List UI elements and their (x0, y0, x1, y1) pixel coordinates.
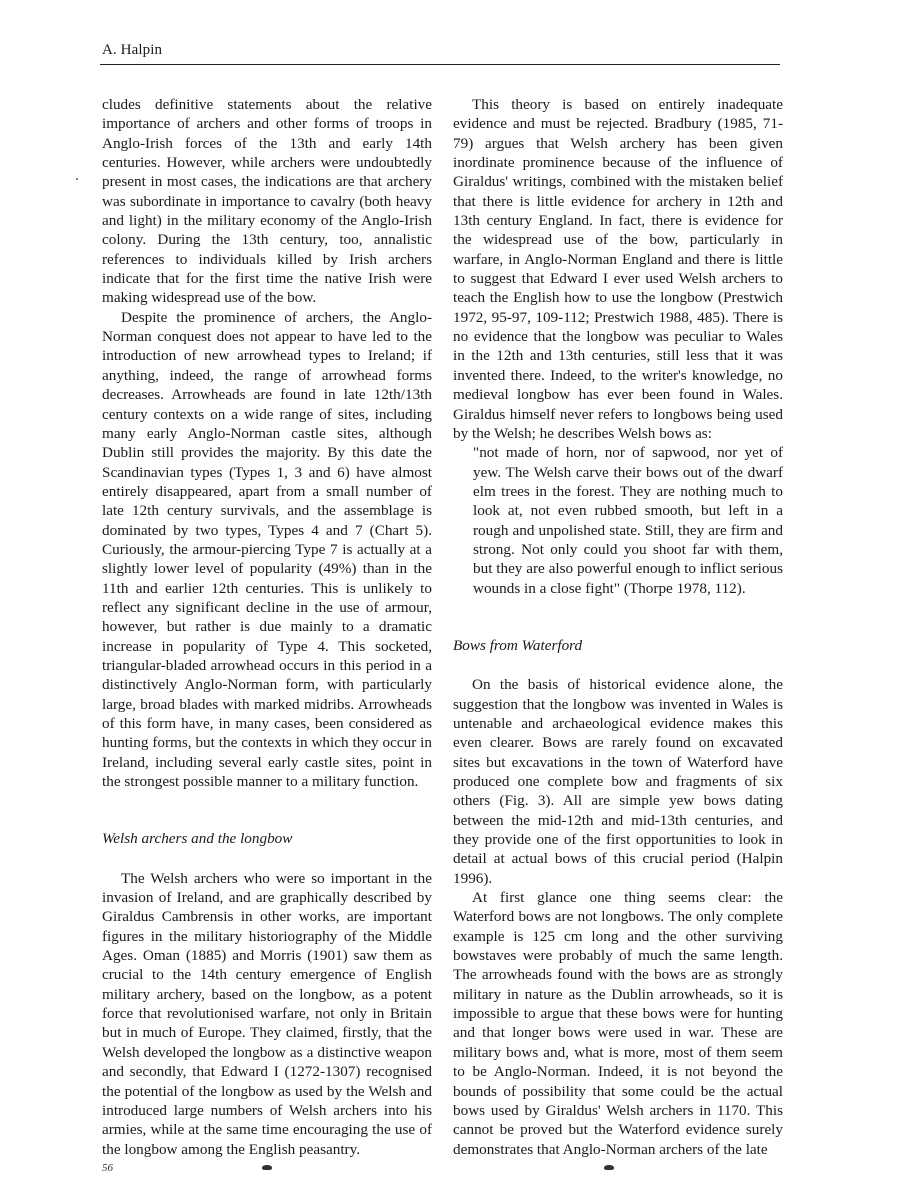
running-head-author: A. Halpin (102, 42, 163, 58)
spacer (453, 655, 783, 675)
giraldus-quotation: "not made of horn, nor of sapwood, nor yet of yew. The Welsh carve their bows out of the dwarf elm trees in the forest. They are nothing much to look at, not even rubbed smooth, but left in a rough and unpolished state. Still, they are firm and strong. Not only could you shoot far with them, but they are also powerful enough to inflict serious wounds in a close fight" (Thorpe 1978, 112). (473, 444, 783, 597)
scan-smudge (604, 1165, 614, 1170)
spacer (453, 598, 783, 636)
page-number: 56 (102, 1162, 113, 1174)
section-heading-bows-waterford: Bows from Waterford (453, 636, 583, 654)
section-heading-welsh-archers: Welsh archers and the longbow (102, 830, 293, 848)
right-column (453, 95, 783, 1159)
scan-speck (76, 178, 78, 180)
right-paragraph-2: On the basis of historical evidence alone, the suggestion that the longbow was invented in Wales is untenable and archaeological evidence makes this even clearer. Bows are rarely found on excavated sites but excavations in the town of Waterford have produced one complete bow and fragments of six others (Fig. 3). All are simple yew bows dating between the mid-12th and mid-13th centuries, and they provide one of the first opportunities to look in detail at actual bows of this crucial period (Halpin 1996). (453, 676, 783, 887)
left-paragraph-3: The Welsh archers who were so important in the invasion of Ireland, and are graphically described by Giraldus Cambrensis in other works, are important figures in the military historiography of the Middle Ages. Oman (1885) and Morris (1901) saw them as crucial to the 14th century emergence of English military archery, based on the longbow, as a potent force that revolutionised warfare, not only in Britain but in much of Europe. They claimed, firstly, that the Welsh developed the longbow as a distinctive weapon and secondly, that Edward I (1272-1307) recognised the potential of the longbow as used by the Welsh and introduced large numbers of Welsh archers into his armies, while at the same time encouraging the use of the longbow among the English peasantry. (102, 869, 432, 1158)
spacer (102, 849, 432, 869)
page-footer (100, 1162, 780, 1182)
left-paragraph-2: Despite the prominence of archers, the Anglo-Norman conquest does not appear to have led to the introduction of new arrowhead types to Ireland; if anything, indeed, the range of arrowhead forms decreases. Arrowheads are found in late 12th/13th century contexts on a wide range of sites, including many early Anglo-Norman castle sites, although Dublin still provides the majority. By this date the Scandinavian types (Types 1, 3 and 6) have almost entirely disappeared, apart from a small number of late 12th century survivals, and the assemblage is dominated by two types, Types 4 and 7 (Chart 5). Curiously, the armour-piercing Type 7 is actually at a slightly lower level of popularity (49%) than in the 11th and earlier 12th centuries. This is unlikely to reflect any significant decline in the use of armour, however, but rather is due mainly to a dramatic increase in popularity of Type 4. This socketed, triangular-bladed arrowhead occurs in this period in a distinctively Anglo-Norman form, with particularly large, broad blades with marked midribs. Arrowheads of this form have, in many cases, been considered as hunting forms, but the contexts in which they occur in Ireland, including several early castle sites, point in the strongest possible manner to a military function. (102, 308, 432, 791)
left-paragraph-1: cludes definitive statements about the relative importance of archers and other forms of troops in Anglo-Irish forces of the 13th and early 14th centuries. However, while archers were undoubtedly present in most cases, the indications are that archery was subordinate in importance to cavalry (both heavy and light) in the military economy of the Anglo-Irish colony. During the 13th century, too, annalistic references to individuals killed by Irish archers indicate that for the first time the native Irish were making widespread use of the bow. (102, 96, 432, 307)
left-column (102, 95, 432, 1159)
scan-smudge (262, 1165, 272, 1170)
right-paragraph-3: At first glance one thing seems clear: the Waterford bows are not longbows. The only complete example is 125 cm long and the other surviving bowstaves were probably of much the same length. The arrowheads found with the bows are as strongly military in nature as the Dublin arrowheads, so it is impossible to argue that these bows were for hunting and that longer bows were used in war. These are military bows and, what is more, most of them seem to be Anglo-Norman. Indeed, it is not beyond the bounds of possibility that some could be the actual bows used by Giraldus' Welsh archers in 1170. This cannot be proved but the Waterford evidence surely demonstrates that Anglo-Norman archers of the late (453, 889, 783, 1158)
spacer (102, 791, 432, 829)
header-rule (100, 64, 780, 65)
right-paragraph-1: This theory is based on entirely inadequate evidence and must be rejected. Bradbury (1985, 71-79) argues that Welsh archery has been given inordinate prominence because of the influence of Giraldus' writings, combined with the mistaken belief that there is little evidence for archery in 12th and 13th century England. In fact, there is evidence for the widespread use of the bow, particularly in warfare, in Anglo-Norman England and there is little to suggest that Edward I ever used Welsh archers to teach the English how to use the longbow (Prestwich 1972, 95-97, 109-112; Prestwich 1988, 485). There is no evidence that the longbow was peculiar to Wales in the 12th and 13th centuries, still less that it was invented there. Indeed, to the writer's knowledge, no medieval longbow has ever been found in Wales. Giraldus himself never refers to longbows being used by the Welsh; he describes Welsh bows as: (453, 96, 783, 442)
